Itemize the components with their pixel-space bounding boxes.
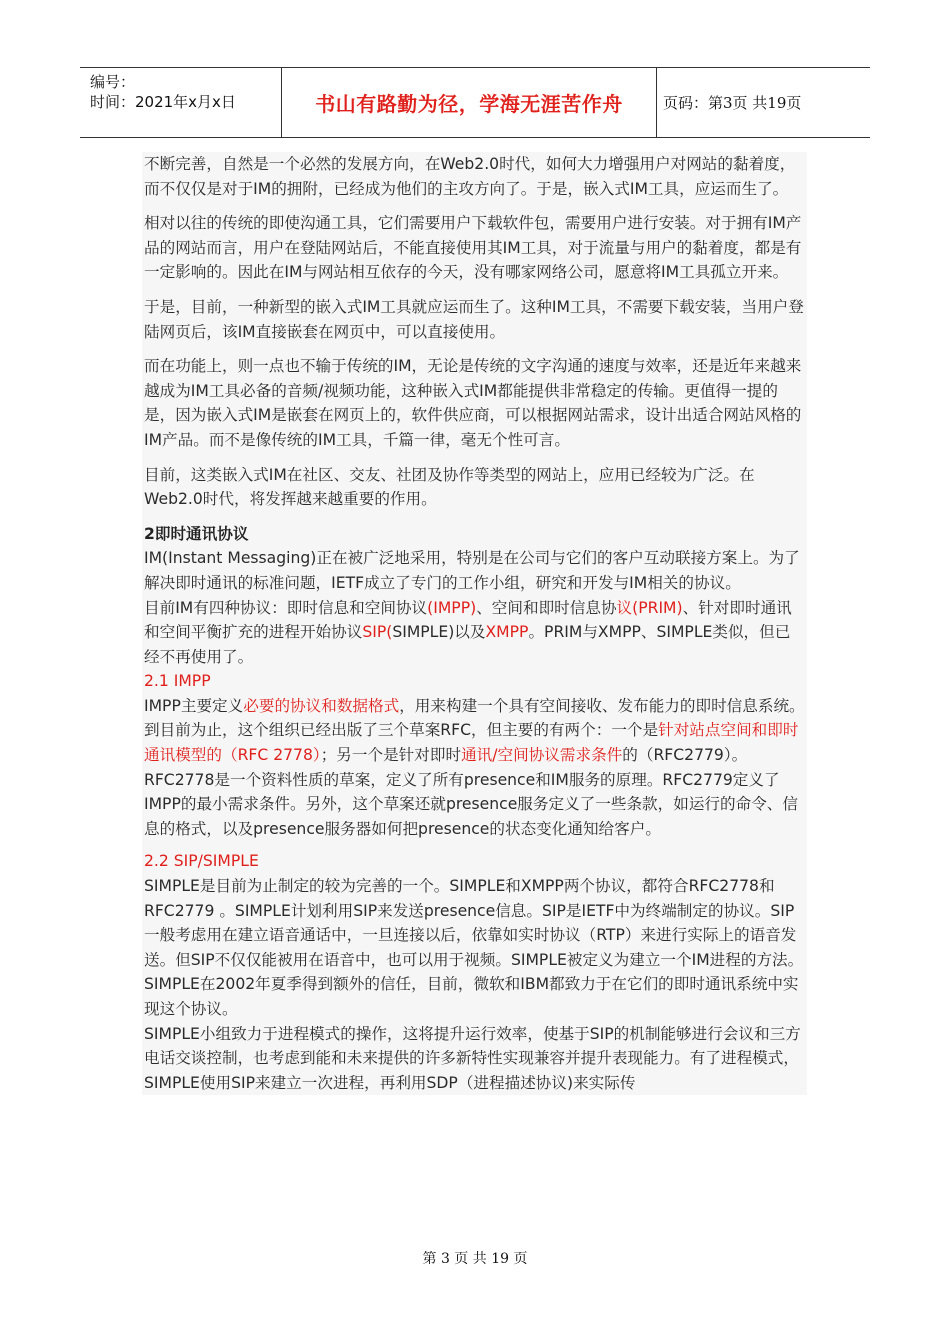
paragraph: 不断完善，自然是一个必然的发展方向，在Web2.0时代，如何大力增强用户对网站的黏着度，而不仅仅是对于IM的拥附，已经成为他们的主攻方向了。于是，嵌入式IM工具，应运而生了。: [144, 155, 796, 198]
section-heading: 2即时通讯协议: [144, 524, 249, 543]
paragraph: SIMPLE小组致力于进程模式的操作，这将提升运行效率，使基于SIP的机制能够进行会议和三方电话交谈控制，也考虑到能和未来提供的许多新特性实现兼容并提升表现能力。有了进程模式，SIMPLE使用SIP来建立一次进程，再利用SDP（进程描述协议)来实际传: [144, 1024, 801, 1092]
page-footer: 第 3 页 共 19 页: [422, 1251, 528, 1267]
text-run: 、针对即时通讯和空间平衡扩充的进程开始协议: [144, 598, 792, 642]
text-run: SIMPLE)以及: [392, 623, 486, 642]
header-page-number: 页码：第3页 共19页: [663, 94, 802, 112]
highlight-text: (IMPP): [427, 598, 477, 617]
subsection-heading: 2.2 SIP/SIMPLE: [144, 852, 259, 871]
paragraph: 目前，这类嵌入式IM在社区、交友、社团及协作等类型的网站上，应用已经较为广泛。在Web2.0时代，将发挥越来越重要的作用。: [144, 465, 755, 509]
paragraph: SIMPLE是目前为止制定的较为完善的一个。SIMPLE和XMPP两个协议，都符合RFC2778和RFC2779 。SIMPLE计划利用SIP来发送presence信息。SIP是IETF中为终端制定的协议。SIP一般考虑用在建立语音通话中，一旦连接以后，依靠如实时协议（RTP）来进行实际上的语音发送。但SIP不仅仅能被用在语音中，也可以用于视频。SIMPLE被定义为建立一个IM进程的方法。SIMPLE在2002年夏季得到额外的信任，目前，微软和IBM都致力于在它们的即时通讯系统中实现这个协议。: [144, 877, 804, 1018]
paragraph: [142, 596, 807, 670]
text-run: 目前IM有四种协议：即时信息和空间协议: [144, 598, 428, 617]
paragraph: [142, 694, 807, 842]
highlight-text: 通讯/空间协议需求条件: [461, 746, 623, 765]
paragraph: 于是，目前，一种新型的嵌入式IM工具就应运而生了。这种IM工具，不需要下载安装，当用户登陆网页后，该IM直接嵌套在网页中，可以直接使用。: [144, 297, 804, 341]
text-run: ，用来构建一个具有空间接收、发布能力的即时信息系统。到目前为止，这个组织已经出版了三个草案RFC，但主要的有两个：一个是: [144, 696, 805, 740]
subsection-heading: 2.1 IMPP: [144, 672, 211, 691]
paragraph: 相对以往的传统的即使沟通工具，它们需要用户下载软件包，需要用户进行安装。对于拥有IM产品的网站而言，用户在登陆网站后，不能直接使用其IM工具，对于流量与用户的黏着度，都是有一定影响的。因此在IM与网站相互依存的今天，没有哪家网络公司，愿意将IM工具孤立开来。: [144, 214, 802, 282]
document-header: [80, 67, 870, 138]
header-motto: 书山有路勤为径，学海无涯苦作舟: [315, 92, 623, 116]
header-number: 编号：: [90, 73, 136, 91]
document-body: [142, 152, 807, 1095]
highlight-text: SIP(: [362, 623, 393, 642]
text-run: 、空间和即时信息协: [476, 598, 617, 617]
header-time: 时间：2021年x月x日: [90, 93, 236, 111]
text-run: 。PRIM与XMPP、SIMPLE类似，但已经不再使用了。: [144, 623, 791, 666]
text-run: IMPP主要定义: [144, 696, 244, 715]
header-motto-cell: [282, 68, 657, 137]
text-run: 的（RFC2779）。RFC2778是一个资料性质的草案，定义了所有presence和IM服务的原理。RFC2779定义了IMPP的最小需求条件。另外，这个草案还就presence服务定义了一些条款，如运行的命令、信息的格式，以及presence服务器如何把presence的状态变化通知给客户。: [144, 746, 798, 838]
highlight-text: 针对站点空间和即时通讯模型的（RFC 2778）: [144, 721, 799, 765]
highlight-text: 议(PRIM): [616, 598, 683, 617]
text-run: ；另一个是针对即时: [320, 746, 462, 765]
header-page-cell: [657, 68, 870, 137]
paragraph: IM(Instant Messaging)正在被广泛地采用，特别是在公司与它们的客户互动联接方案上。为了解决即时通讯的标准问题，IETF成立了专门的工作小组，研究和开发与IM相关的协议。: [144, 549, 800, 592]
highlight-text: XMPP: [485, 623, 529, 642]
paragraph: 而在功能上，则一点也不输于传统的IM，无论是传统的文字沟通的速度与效率，还是近年来越来越成为IM工具必备的音频/视频功能，这种嵌入式IM都能提供非常稳定的传输。更值得一提的是，因为嵌入式IM是嵌套在网页上的，软件供应商，可以根据网站需求，设计出适合网站风格的IM产品。而不是像传统的IM工具，千篇一律，毫无个性可言。: [144, 357, 802, 449]
highlight-text: 必要的协议和数据格式: [243, 696, 400, 715]
header-meta: [80, 68, 282, 137]
